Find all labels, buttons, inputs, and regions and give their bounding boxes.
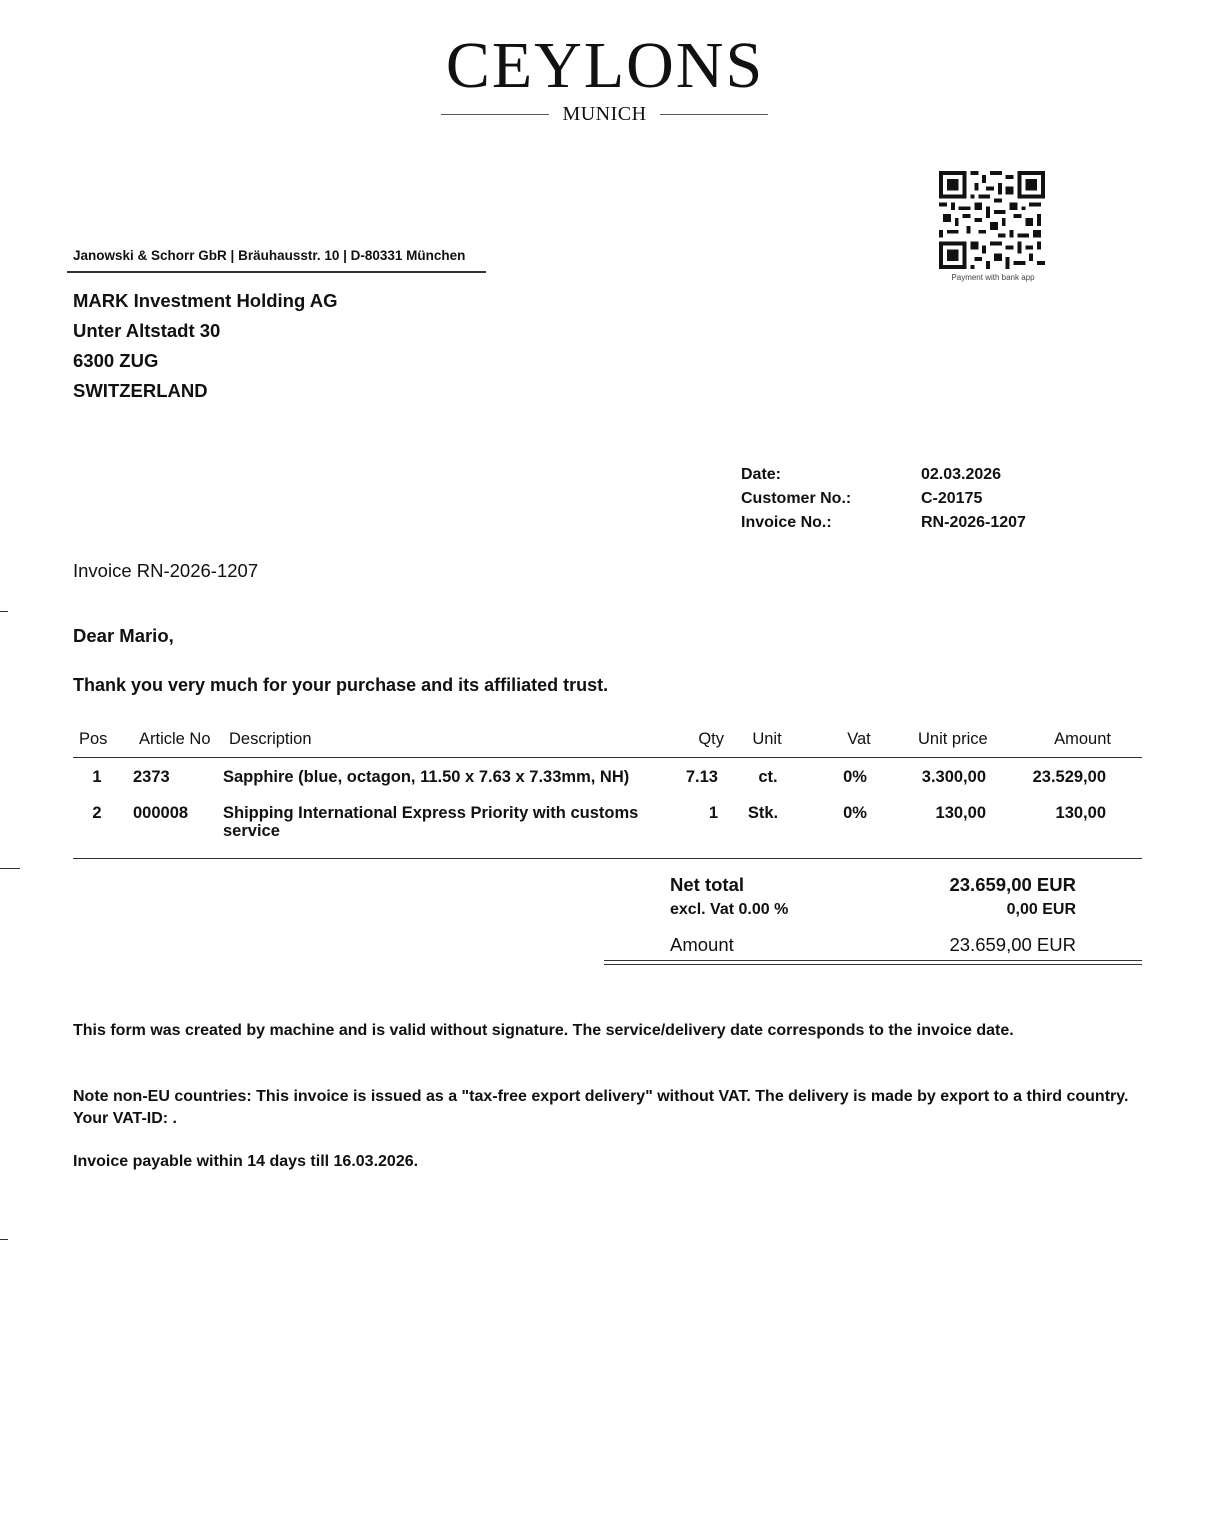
header-pos: Pos: [79, 730, 108, 748]
vat-id-note: Your VAT-ID: .: [73, 1110, 177, 1127]
meta-date-row: [741, 463, 1026, 487]
vat-value: 0,00 EUR: [1006, 901, 1076, 918]
amount-double-rule-top: [604, 960, 1142, 961]
net-total-value: 23.659,00 EUR: [949, 874, 1076, 895]
customer-value: C-20175: [921, 490, 983, 507]
header-vat: Vat: [847, 730, 871, 748]
row1-unit-price: 3.300,00: [921, 768, 986, 786]
amount-value: 23.659,00 EUR: [949, 934, 1076, 955]
recipient-street: Unter Altstadt 30: [73, 320, 221, 341]
punch-mark: [0, 868, 20, 869]
row1-amount: 23.529,00: [1032, 768, 1106, 786]
row2-amount: 130,00: [1055, 804, 1106, 822]
header-description: Description: [229, 730, 312, 748]
meta-invoice-row: [741, 511, 1026, 535]
sender-address-line: Janowski & Schorr GbR | Bräuhausstr. 10 | D-80331 München: [73, 248, 466, 263]
recipient-country: SWITZERLAND: [73, 380, 208, 401]
header-qty: Qty: [698, 730, 724, 748]
payment-terms: Invoice payable within 14 days till 16.03.2026.: [73, 1153, 419, 1170]
vat-label: excl. Vat 0.00 %: [670, 901, 789, 918]
company-logo: CEYLONS: [445, 29, 765, 102]
net-total-label: Net total: [670, 874, 744, 895]
date-value: 02.03.2026: [921, 466, 1002, 483]
row1-article: 2373: [133, 768, 170, 786]
customer-label: Customer No.:: [741, 490, 852, 507]
amount-double-rule-bottom: [604, 964, 1142, 965]
row1-qty: 7.13: [685, 768, 718, 786]
fold-mark-bottom: [0, 1239, 8, 1240]
machine-note: This form was created by machine and is valid without signature. The service/delivery date corresponds to the invoice date.: [73, 1022, 1014, 1039]
row2-article: 000008: [133, 804, 189, 822]
recipient-city: 6300 ZUG: [73, 350, 159, 371]
invoice-label: Invoice No.:: [741, 514, 832, 531]
row2-description: Shipping International Express Priority with customs service: [223, 804, 639, 840]
fold-mark-top: [0, 611, 8, 612]
logo-divider-right: [660, 114, 768, 115]
row2-pos: 2: [92, 804, 102, 822]
invoice-subject: Invoice RN-2026-1207: [73, 560, 259, 581]
intro-text: Thank you very much for your purchase and its affiliated trust.: [73, 675, 609, 695]
row2-unit-price: 130,00: [935, 804, 986, 822]
table-end-divider: [73, 858, 1142, 859]
header-amount: Amount: [1054, 730, 1111, 748]
qr-caption: Payment with bank app: [951, 273, 1035, 282]
recipient-address: [73, 286, 337, 406]
amount-label: Amount: [670, 934, 734, 955]
sender-divider: [67, 271, 486, 273]
invoice-value: RN-2026-1207: [921, 514, 1026, 531]
row1-description: Sapphire (blue, octagon, 11.50 x 7.63 x 7.33mm, NH): [223, 768, 630, 786]
row2-unit: Stk.: [747, 804, 779, 822]
non-eu-note: Note non-EU countries: This invoice is issued as a "tax-free export delivery" without VAT. The delivery is made by export to a third country.: [73, 1088, 1129, 1105]
row2-vat: 0%: [843, 804, 867, 822]
greeting: Dear Mario,: [73, 625, 174, 646]
header-unit: Unit: [752, 730, 782, 748]
header-unit-price: Unit price: [918, 730, 988, 748]
table-header-divider: [73, 757, 1142, 758]
date-label: Date:: [741, 466, 782, 483]
row1-unit: ct.: [758, 768, 778, 786]
meta-customer-row: [741, 487, 1026, 511]
header-article: Article No: [139, 730, 211, 748]
payment-qr-code-icon: [938, 171, 1046, 269]
logo-city: MUNICH: [562, 103, 647, 125]
invoice-meta: [741, 463, 1026, 535]
row2-qty: 1: [708, 804, 718, 822]
logo-subline: [441, 103, 768, 125]
row1-pos: 1: [92, 768, 102, 786]
row1-vat: 0%: [843, 768, 867, 786]
recipient-company: MARK Investment Holding AG: [73, 290, 338, 311]
